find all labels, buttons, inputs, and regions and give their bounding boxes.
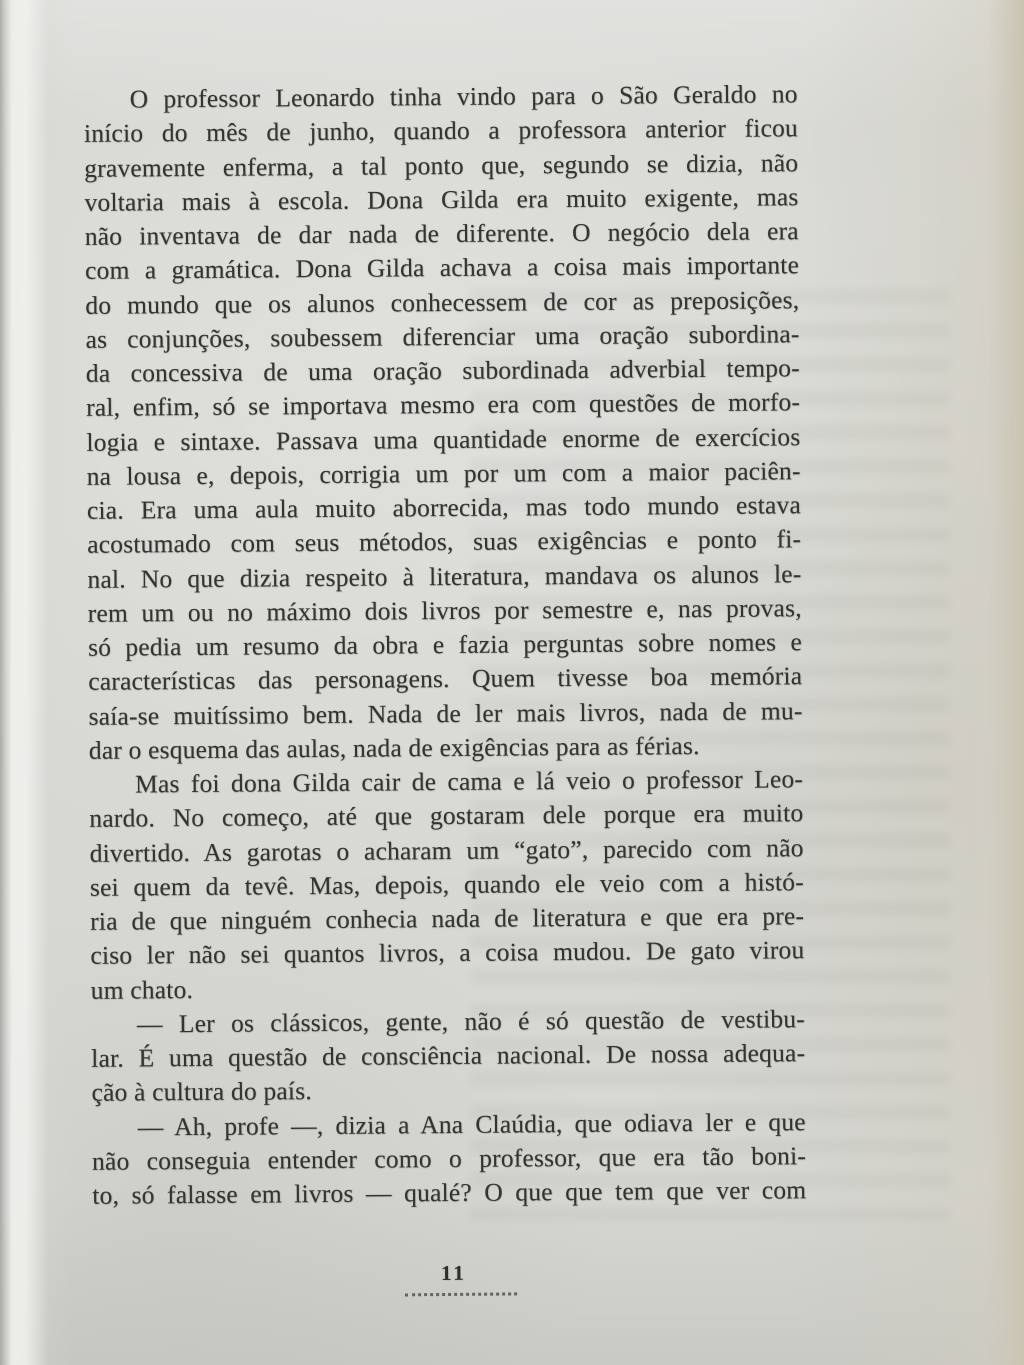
text-line: to, só falasse em livros — qualé? O que que tem que ver com [92,1175,807,1210]
text-line: as conjunções, soubessem diferenciar uma oração subordina- [85,318,800,354]
text-line: só pedia um resumo da obra e fazia perguntas sobre nomes e [87,627,803,662]
text-line: nal. No que dizia respeito à literatura, mandava os alunos le- [87,558,802,594]
text-line: ria de que ninguém conhecia nada de literatura e que era pre- [90,901,805,936]
text-line: nardo. No começo, até que gostaram dele porque era muito [89,798,804,834]
text-line: na lousa e, depois, corrigia um por um com a maior paciên- [86,455,801,491]
text-line: — Ler os clássicos, gente, não é só questão de vestibu- [136,1003,806,1039]
text-line: O professor Leonardo tinha vindo para o São Geraldo no [129,79,798,114]
text-column [84,77,807,1213]
page-footer [88,1260,802,1299]
text-line: saía-se muitíssimo bem. Nada de ler mais livros, nada de mu- [88,695,803,731]
text-line: não conseguia entender como o professor, que era tão boni- [91,1140,807,1176]
text-line: gravemente enferma, a tal ponto que, segundo se dizia, não [84,147,799,183]
text-line: início do mês de junho, quando a professora anterior ficou [83,113,799,149]
text-line: ciso ler não sei quantos livros, a coisa mudou. De gato virou [90,935,805,971]
text-line: voltaria mais à escola. Dona Gilda era muito exigente, mas [84,181,799,217]
text-line: cia. Era uma aula muito aborrecida, mas todo mundo estava [86,490,802,525]
text-line: com a gramática. Dona Gilda achava a coisa mais importante [84,250,800,286]
page-number-divider [405,1292,517,1296]
text-line: divertido. As garotas o acharam um “gato”, parecido com não [89,832,804,868]
text-line: Mas foi dona Gilda cair de cama e lá veio o professor Leo- [134,764,804,799]
text-line: logia e sintaxe. Passava uma quantidade enorme de exercícios [86,421,801,457]
paragraph-dialogue [92,1105,807,1213]
text-line: lar. É uma questão de consciência nacional. De nossa adequa- [91,1038,806,1073]
paragraph [84,77,803,768]
paragraph-dialogue [91,1002,806,1110]
text-line: acostumado com seus métodos, suas exigências e ponto fi- [87,524,802,560]
text-line: ral, enfim, só se importava mesmo era com questões de morfo- [86,387,801,423]
text-line: do mundo que os alunos conhecessem de cor as preposições, [85,284,800,320]
page-number: 11 [440,1260,467,1286]
text-line: ção à cultura do país. [91,1076,312,1108]
text-line: dar o esquema das aulas, nada de exigências para as férias. [88,730,700,765]
text-line: da concessiva de uma oração subordinada adverbial tempo- [85,353,800,388]
text-line: um chato. [90,974,194,1005]
text-line: características das personagens. Quem tivesse boa memória [88,661,803,697]
text-line: rem um ou no máximo dois livros por semestre e, nas provas, [87,592,802,628]
text-line: não inventava de dar nada de diferente. O negócio dela era [84,216,799,251]
text-line: sei quem da tevê. Mas, depois, quando ele veio com a histó- [89,866,804,902]
text-line: — Ah, profe —, dizia a Ana Claúdia, que odiava ler e que [137,1106,806,1141]
paragraph [89,762,805,1007]
